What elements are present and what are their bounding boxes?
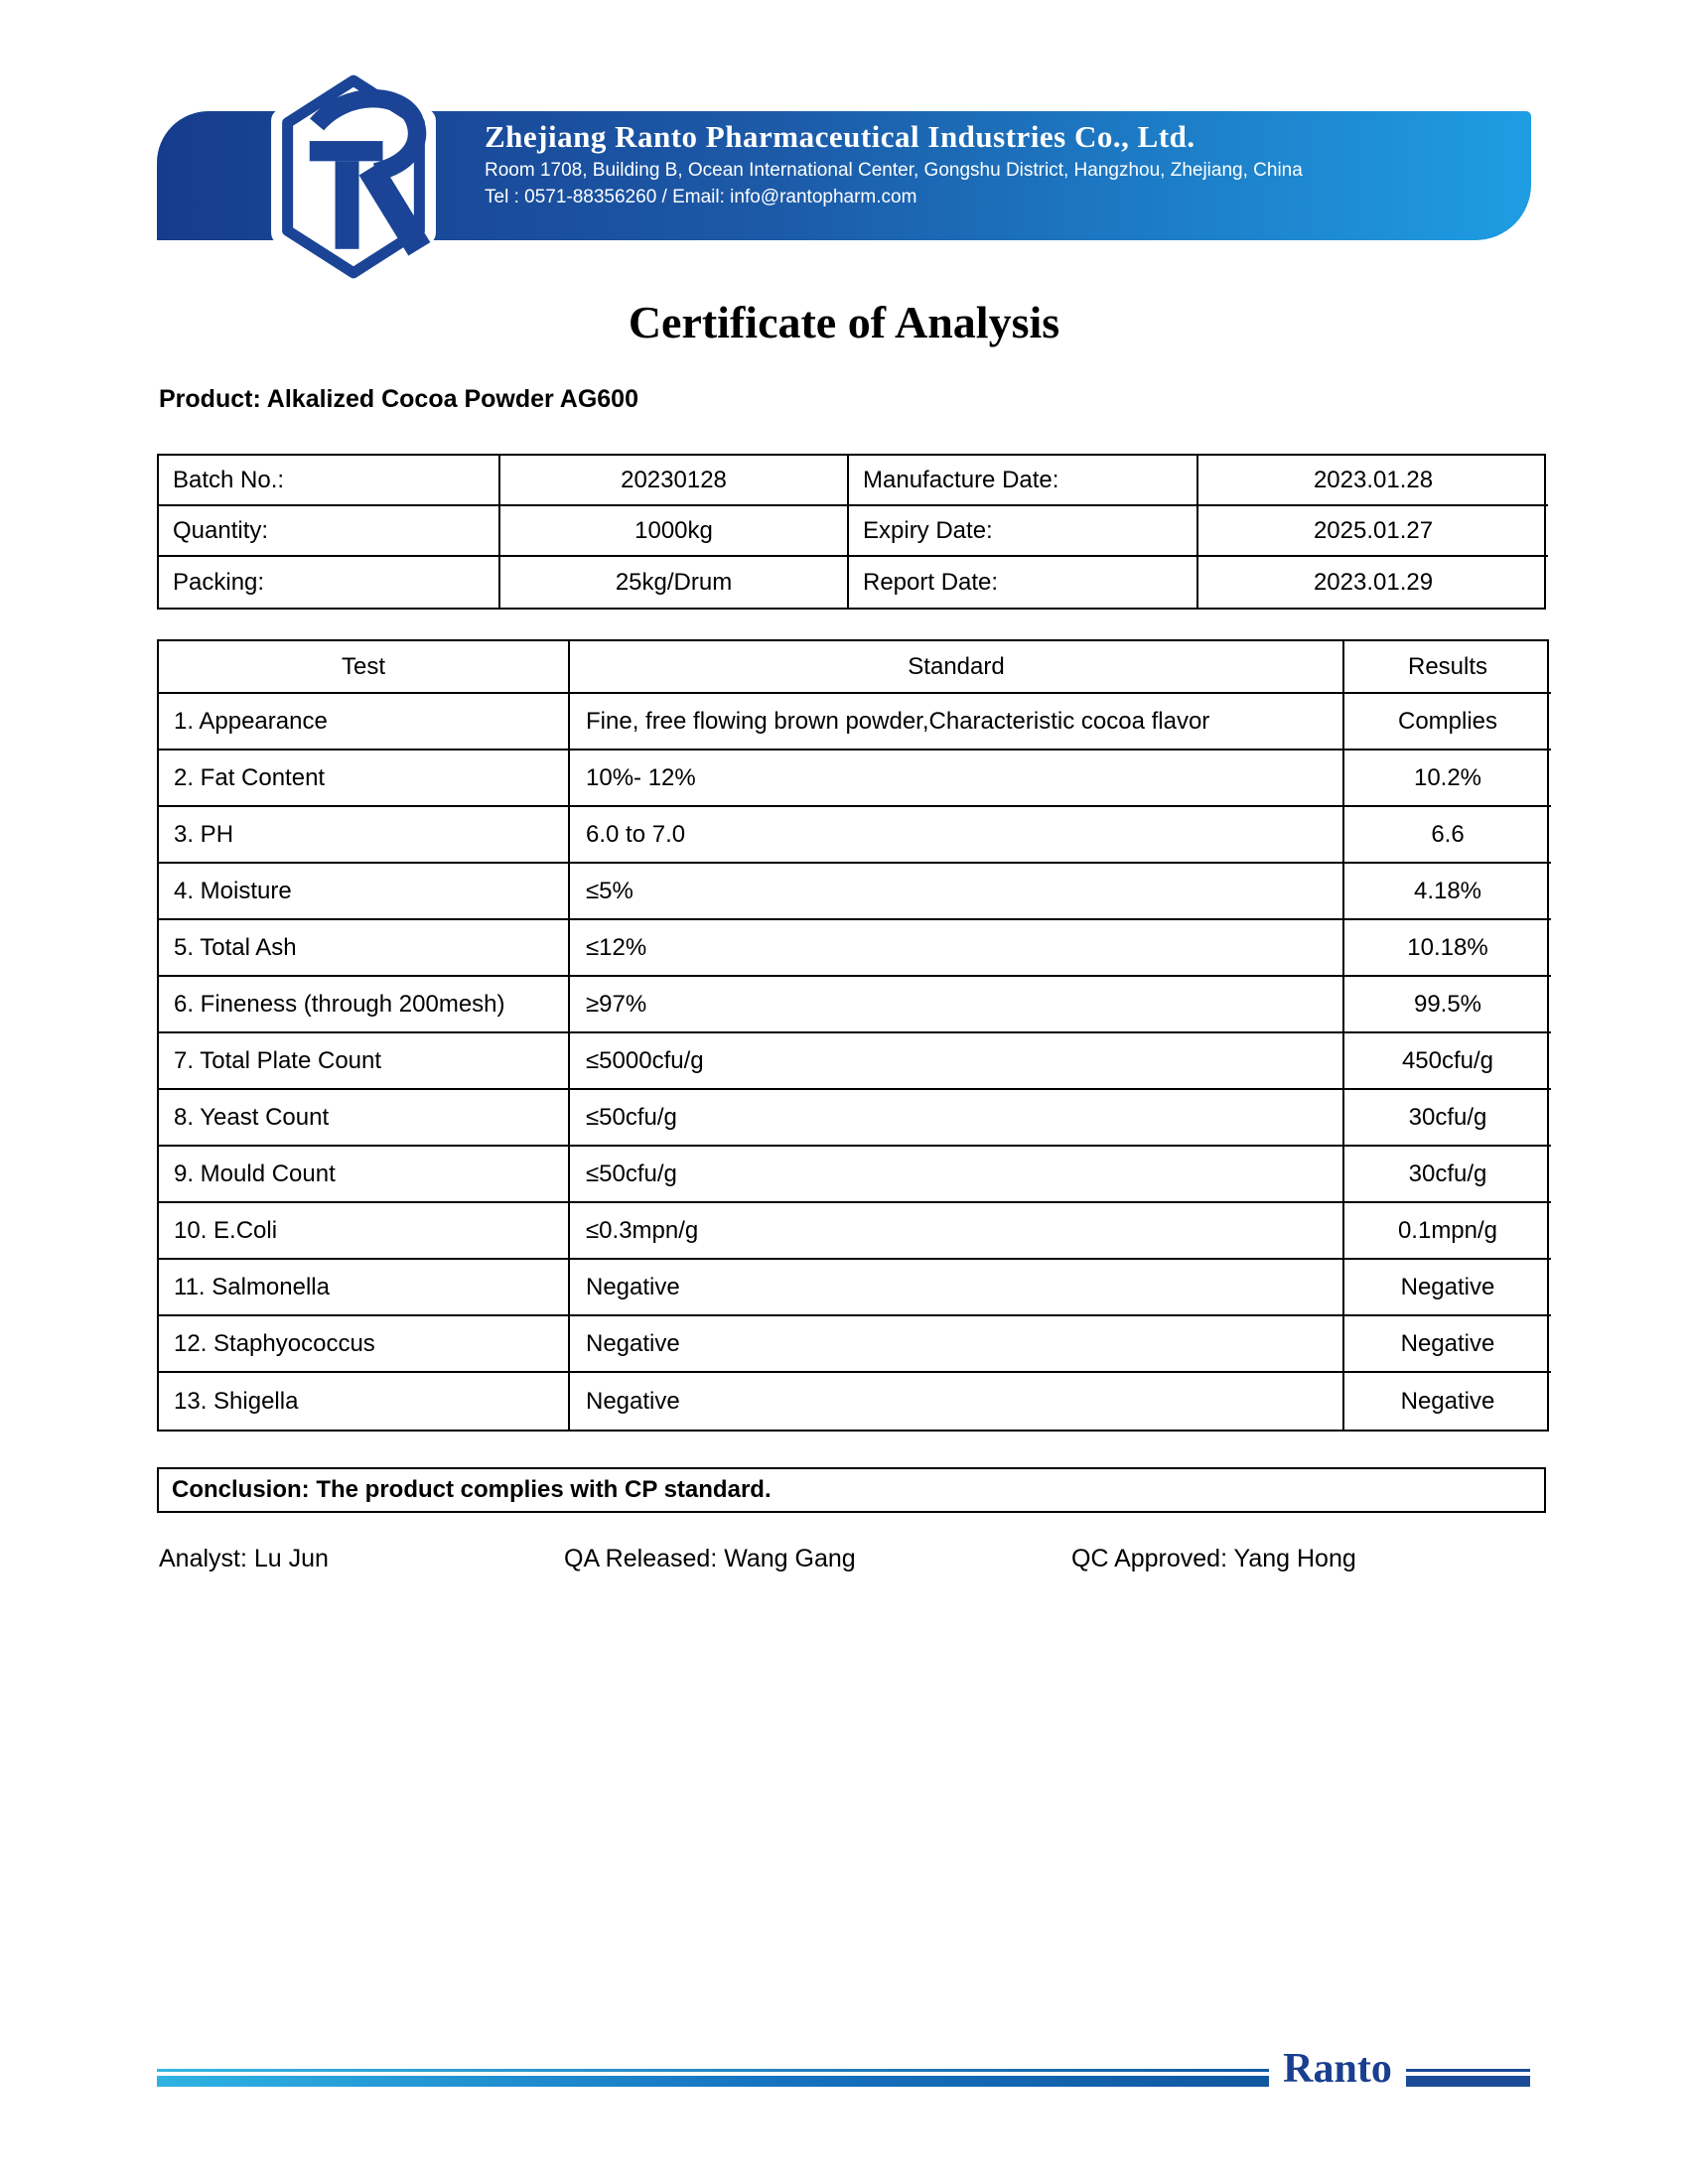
test-result: 99.5% xyxy=(1344,977,1551,1033)
test-name: 8. Yeast Count xyxy=(159,1090,570,1147)
tests-header-test: Test xyxy=(159,641,570,694)
conclusion-box: Conclusion: The product complies with CP standard. xyxy=(157,1467,1546,1513)
test-standard: Negative xyxy=(570,1260,1344,1316)
test-result: Negative xyxy=(1400,1387,1495,1415)
info-label-report-date: Report Date: xyxy=(849,557,1198,608)
test-result: 0.1mpn/g xyxy=(1344,1203,1551,1260)
test-name: 7. Total Plate Count xyxy=(159,1033,570,1090)
test-standard: ≥97% xyxy=(570,977,1344,1033)
signature-analyst: Analyst: Lu Jun xyxy=(159,1545,329,1572)
test-name: 12. Staphyococcus xyxy=(159,1316,570,1373)
test-name: 3. PH xyxy=(159,807,570,864)
company-address: Room 1708, Building B, Ocean International Center, Gongshu District, Hangzhou, Zhejiang, China xyxy=(485,160,1303,181)
test-standard: Negative xyxy=(570,1316,1344,1373)
signatures-row xyxy=(157,1545,1546,1578)
test-result: 30cfu/g xyxy=(1344,1147,1551,1203)
test-name: 11. Salmonella xyxy=(159,1260,570,1316)
document-title: Certificate of Analysis xyxy=(628,297,1060,347)
signature-qc-approved: QC Approved: Yang Hong xyxy=(1071,1545,1356,1572)
info-label-batch: Batch No.: xyxy=(159,456,500,506)
test-standard: ≤50cfu/g xyxy=(570,1147,1344,1203)
info-label-quantity: Quantity: xyxy=(159,506,500,557)
test-standard: 6.0 to 7.0 xyxy=(570,807,1344,864)
test-result: Complies xyxy=(1344,694,1551,751)
test-standard: ≤0.3mpn/g xyxy=(570,1203,1344,1260)
test-standard: Negative xyxy=(570,1373,1344,1430)
test-name: 6. Fineness (through 200mesh) xyxy=(159,977,570,1033)
info-label-packing: Packing: xyxy=(159,557,500,608)
test-standard: ≤12% xyxy=(570,920,1344,977)
test-name: 13. Shigella xyxy=(159,1373,570,1430)
test-result: 6.6 xyxy=(1344,807,1551,864)
test-result: 10.2% xyxy=(1344,751,1551,807)
product-line: Product: Alkalized Cocoa Powder AG600 xyxy=(159,385,638,413)
info-label-expiry: Expiry Date: xyxy=(849,506,1198,557)
info-value-batch: 20230128 xyxy=(500,456,849,506)
header-text-block xyxy=(485,117,1517,210)
tests-header-results: Results xyxy=(1344,641,1551,694)
test-result: 450cfu/g xyxy=(1344,1033,1551,1090)
test-result: Negative xyxy=(1344,1316,1551,1373)
tests-header-standard: Standard xyxy=(570,641,1344,694)
test-standard: 10%- 12% xyxy=(570,751,1344,807)
test-standard: ≤50cfu/g xyxy=(570,1090,1344,1147)
test-result: Negative xyxy=(1344,1260,1551,1316)
tr-hexagon-logo-icon xyxy=(260,71,447,282)
test-standard: Fine, free flowing brown powder,Characteristic cocoa flavor xyxy=(570,694,1344,751)
info-value-expiry: 2025.01.27 xyxy=(1198,506,1548,557)
info-value-report-date: 2023.01.29 xyxy=(1313,568,1434,596)
info-value-packing: 25kg/Drum xyxy=(500,557,849,608)
footer-brand: Ranto xyxy=(1283,2046,1392,2092)
footer-thick-bar xyxy=(1406,2076,1530,2087)
test-name: 1. Appearance xyxy=(159,694,570,751)
info-table xyxy=(157,454,1546,610)
signature-qa-released: QA Released: Wang Gang xyxy=(564,1545,856,1572)
footer-rule-left xyxy=(157,2069,1269,2087)
test-result: 30cfu/g xyxy=(1344,1090,1551,1147)
info-label-mfg-date: Manufacture Date: xyxy=(849,456,1198,506)
info-value-mfg-date: 2023.01.28 xyxy=(1198,456,1548,506)
test-standard: ≤5000cfu/g xyxy=(570,1033,1344,1090)
test-result: 10.18% xyxy=(1344,920,1551,977)
info-value-quantity: 1000kg xyxy=(500,506,849,557)
footer-rule-right xyxy=(1406,2069,1530,2087)
test-name: 9. Mould Count xyxy=(159,1147,570,1203)
company-logo xyxy=(260,71,447,282)
company-contact: Tel : 0571-88356260 / Email: info@rantopharm.com xyxy=(485,187,917,207)
test-name: 4. Moisture xyxy=(159,864,570,920)
company-name: Zhejiang Ranto Pharmaceutical Industries Co., Ltd. xyxy=(485,119,1196,154)
test-result: 4.18% xyxy=(1344,864,1551,920)
tests-table xyxy=(157,639,1549,1432)
test-standard: ≤5% xyxy=(570,864,1344,920)
test-name: 5. Total Ash xyxy=(159,920,570,977)
test-name: 10. E.Coli xyxy=(159,1203,570,1260)
footer-thick-bar xyxy=(157,2076,1269,2087)
test-name: 2. Fat Content xyxy=(159,751,570,807)
